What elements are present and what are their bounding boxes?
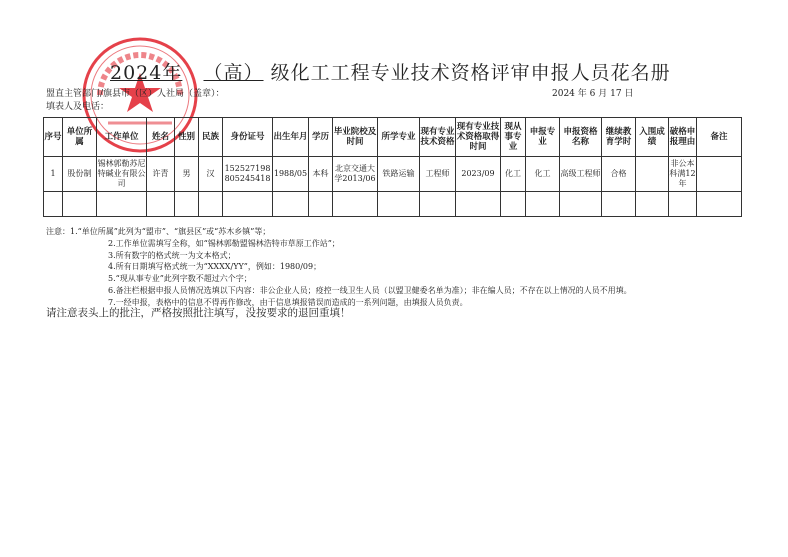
date-month-unit: 月 (598, 89, 608, 99)
dept-label: 盟直主管部门/旗县市（区）人社局（盖章）： (46, 89, 225, 99)
title-year: 2024年 (110, 62, 183, 84)
cell-exception-reason: 非公本科满12年 (669, 157, 697, 192)
note-item: 4.所有日期填写格式统一为“XXXX/YY”，例如：1980/09； (108, 262, 322, 272)
note-item: 7.一经申报，表格中的信息不得再作修改，由于信息填报错误而造成的一系列问题，由填报人员负责。 (108, 297, 468, 307)
cell-major: 铁路运输 (378, 157, 420, 192)
report-date (552, 86, 634, 99)
cell-seq: 1 (44, 157, 63, 192)
title-rest: 级化工工程专业技术资格评审申报人员花名册 (270, 62, 671, 84)
note-item (46, 226, 746, 238)
col-header: 备注 (697, 118, 742, 157)
col-header: 毕业院校及时间 (333, 118, 378, 157)
col-header: 学历 (309, 118, 333, 157)
cell-title-date: 2023/09 (456, 157, 501, 192)
cell-school: 北京交通大学2013/06 (333, 157, 378, 192)
col-header: 现有专业技术资格取得时间 (456, 118, 501, 157)
date-year: 2024 (552, 89, 575, 99)
cell-ethnicity: 汉 (199, 157, 223, 192)
col-header: 申报专业 (526, 118, 560, 157)
col-header: 序号 (44, 118, 63, 157)
cell-birth: 1988/05 (273, 157, 309, 192)
col-header: 出生年月 (273, 118, 309, 157)
cell-gender: 男 (175, 157, 199, 192)
notes-section (46, 226, 746, 309)
cell-name: 许青 (147, 157, 175, 192)
col-header: 所学专业 (378, 118, 420, 157)
col-header: 民族 (199, 118, 223, 157)
cell-apply-title: 高级工程师 (560, 157, 602, 192)
warning-text: 请注意表头上的批注，严格按照批注填写，没按要求的退回重填！ (46, 307, 351, 319)
cell-score (636, 157, 669, 192)
filler-label: 填表人及电话： (46, 102, 110, 112)
col-header: 性别 (175, 118, 199, 157)
note-item: 3.所有数字的格式统一为文本格式； (108, 250, 236, 260)
col-header: 申报资格名称 (560, 118, 602, 157)
cell-employer: 锡林郭勒苏尼特碱业有限公司 (97, 157, 147, 192)
applicant-roster-table (43, 117, 742, 217)
cell-education: 本科 (309, 157, 333, 192)
col-header: 破格申报理由 (669, 118, 697, 157)
col-header: 身份证号 (223, 118, 273, 157)
cell-unit-type: 股份制 (63, 157, 97, 192)
date-day-unit: 日 (624, 89, 634, 99)
cell-current-field: 化工 (501, 157, 526, 192)
note-text: 1.“单位所属”此列为“盟市”、“旗县区”或“苏木乡镇”等； (70, 227, 271, 236)
table-header-row (44, 118, 742, 157)
cell-current-title: 工程师 (420, 157, 456, 192)
cell-apply-field: 化工 (526, 157, 560, 192)
document-title (110, 58, 710, 85)
note-item: 6.备注栏根据申报人员情况选填以下内容：非公企业人员；疫控一线卫生人员（以盟卫健委名单为准）；非在编人员；不存在以上情况的人员不用填。 (108, 285, 632, 295)
note-item: 5.“现从事专业”此列字数不超过六个字； (108, 274, 252, 284)
cell-remarks (697, 157, 742, 192)
date-month: 6 (589, 89, 596, 99)
col-header: 单位所属 (63, 118, 97, 157)
col-header: 现有专业技术资格 (420, 118, 456, 157)
table-row-empty (44, 192, 742, 217)
col-header: 现从事专业 (501, 118, 526, 157)
cell-cont-education: 合格 (602, 157, 636, 192)
table-row (44, 157, 742, 192)
col-header: 工作单位 (97, 118, 147, 157)
col-header: 继续教育学时 (602, 118, 636, 157)
note-item: 2.工作单位需填写全称，如“锡林郭勒盟锡林浩特市草原工作站”； (108, 238, 340, 248)
date-day: 17 (610, 89, 622, 99)
col-header: 姓名 (147, 118, 175, 157)
col-header: 入围成绩 (636, 118, 669, 157)
date-year-unit: 年 (577, 89, 587, 99)
notes-label: 注意： (46, 227, 70, 236)
cell-id-number: 152527198805245418 (223, 157, 273, 192)
title-grade: （高） (203, 62, 264, 84)
